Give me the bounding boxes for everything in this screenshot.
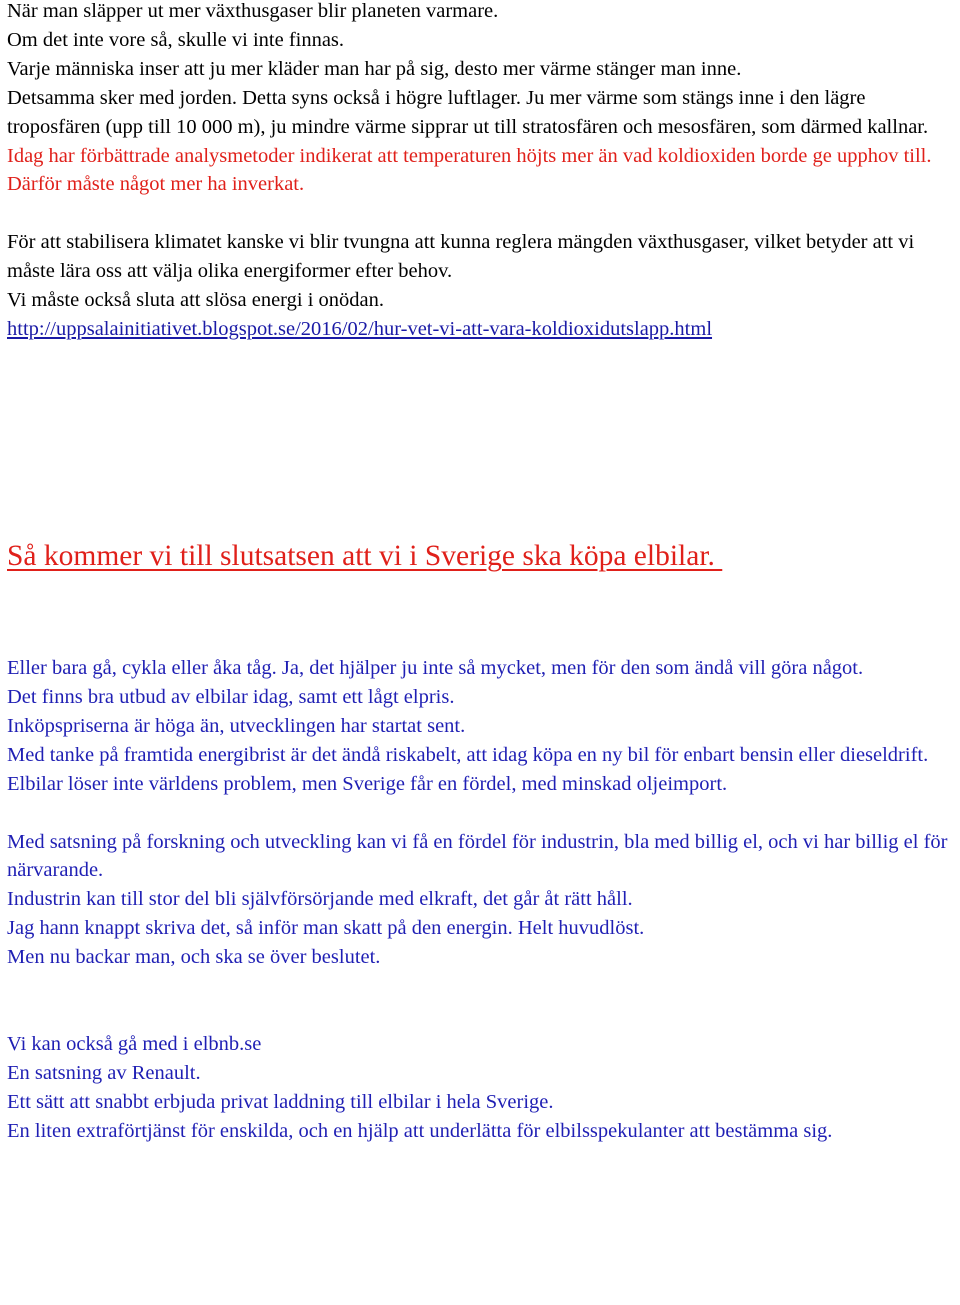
intro-section [7, 0, 957, 199]
spacer [7, 799, 957, 828]
paragraph-line: Vi kan också gå med i elbnb.se [7, 1033, 262, 1056]
paragraph-line: När man släpper ut mer växthusgaser blir planeten varmare. [7, 0, 499, 22]
paragraph-line: En satsning av Renault. [7, 1061, 201, 1084]
paragraph-line: För att stabilisera klimatet kanske vi blir tvungna att kunna reglera mängden växthusgaser, vilket betyder att vi måste lära oss att välja olika energiformer efter behov. [7, 231, 915, 283]
paragraph-line: En liten extraförtjänst för enskilda, och en hjälp att underlätta för elbilsspekulanter att bestämma sig. [7, 1119, 833, 1142]
paragraph-line: Vi måste också sluta att slösa energi i onödan. [7, 289, 384, 312]
paragraph-line: Industrin kan till stor del bli självförsörjande med elkraft, det går åt rätt håll. [7, 888, 633, 911]
headline-link[interactable]: Så kommer vi till slutsatsen att vi i Sverige ska köpa elbilar. [7, 539, 723, 572]
electric-cars-section [7, 654, 957, 799]
paragraph-line: Jag hann knappt skriva det, så inför man skatt på den energin. Helt huvudlöst. [7, 917, 645, 940]
paragraph-line: Elbilar löser inte världens problem, men Sverige får en fördel, med minskad oljeimport. [7, 772, 728, 795]
spacer [7, 575, 957, 654]
paragraph-line: Men nu backar man, och ska se över beslutet. [7, 946, 381, 969]
paragraph-line: Med tanke på framtida energibrist är det ändå riskabelt, att idag köpa en ny bil för enbart bensin eller dieseldrift. [7, 743, 929, 766]
source-link[interactable]: http://uppsalainitiativet.blogspot.se/2016/02/hur-vet-vi-att-vara-koldioxidutslapp.html [7, 318, 713, 341]
spacer [7, 199, 957, 228]
paragraph-line: Eller bara gå, cykla eller åka tåg. Ja, det hjälper ju inte så mycket, men för den som ändå vill göra något. [7, 656, 864, 679]
elbnb-section [7, 1030, 957, 1146]
paragraph-line: Det finns bra utbud av elbilar idag, samt ett lågt elpris. [7, 685, 455, 708]
climate-section [7, 228, 957, 344]
highlight-line: Därför måste något mer ha inverkat. [7, 173, 305, 196]
highlight-line: Idag har förbättrade analysmetoder indikerat att temperaturen höjts mer än vad koldioxiden borde ge upphov till. [7, 144, 932, 167]
paragraph-line: Med satsning på forskning och utveckling kan vi få en fördel för industrin, bla med billig el, och vi har billig el för närvarande. [7, 830, 948, 882]
document-body [7, 0, 957, 1146]
paragraph-line: Detsamma sker med jorden. Detta syns också i högre luftlager. Ju mer värme som stängs inne i den lägre troposfären (upp till 10 000 m), ju mindre värme sipprar ut till stratosfären och mesosfären, som därmed kallnar. [7, 86, 929, 138]
industry-section [7, 828, 957, 973]
paragraph-line: Ett sätt att snabbt erbjuda privat laddning till elbilar i hela Sverige. [7, 1090, 554, 1113]
paragraph-line: Om det inte vore så, skulle vi inte finnas. [7, 28, 345, 51]
paragraph-line: Varje människa inser att ju mer kläder man har på sig, desto mer värme stänger man inne. [7, 57, 742, 80]
spacer [7, 972, 957, 1030]
paragraph-line: Inköpspriserna är höga än, utvecklingen har startat sent. [7, 714, 466, 737]
